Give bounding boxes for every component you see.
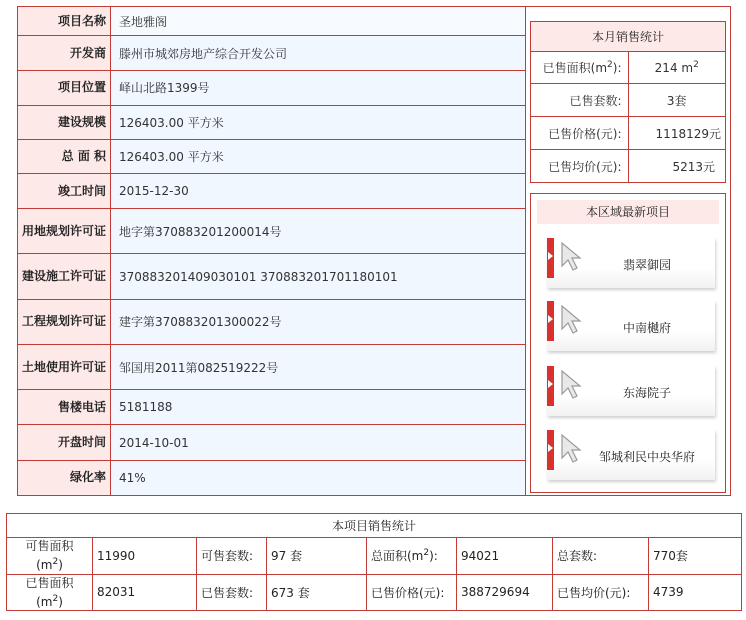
info-value: 41% xyxy=(111,460,526,495)
info-value: 建字第370883201300022号 xyxy=(111,299,526,344)
info-value: 圣地雅阁 xyxy=(111,7,526,36)
project-sales-table xyxy=(6,513,742,611)
info-value: 126403.00 平方米 xyxy=(111,105,526,139)
card-marker xyxy=(547,430,554,470)
info-value: 滕州市城郊房地产综合开发公司 xyxy=(111,36,526,71)
new-project-card[interactable] xyxy=(547,430,715,480)
card-marker xyxy=(547,301,554,341)
stat-value: 214 $m^2$ xyxy=(628,51,726,84)
info-value: 邹国用2011第082519222号 xyxy=(111,344,526,389)
sales-value: 94021 xyxy=(457,538,553,575)
sales-label: 已售套数: xyxy=(197,574,267,611)
info-value: 峄山北路1399号 xyxy=(111,71,526,105)
new-project-card[interactable] xyxy=(547,238,715,288)
info-row xyxy=(18,71,526,105)
new-projects-panel xyxy=(530,193,726,493)
info-label: 总 面 积 xyxy=(18,139,111,173)
info-row xyxy=(18,254,526,299)
info-row xyxy=(18,299,526,344)
stat-row xyxy=(531,150,726,183)
info-value: 370883201409030101 370883201701180101 xyxy=(111,254,526,299)
info-row xyxy=(18,344,526,389)
cursor-arrow-icon xyxy=(559,432,585,466)
stat-label: 已售面积$(m^2)$: xyxy=(531,51,629,84)
sales-value: 82031 xyxy=(93,574,197,611)
info-value: 5181188 xyxy=(111,390,526,425)
stat-row xyxy=(531,84,726,117)
monthly-stats-table xyxy=(530,21,726,183)
info-row xyxy=(18,209,526,254)
info-label: 建设规模 xyxy=(18,105,111,139)
cursor-arrow-icon xyxy=(559,240,585,274)
info-value: 126403.00 平方米 xyxy=(111,139,526,173)
new-project-card[interactable] xyxy=(547,366,715,416)
sales-label: 已售面积 $(m^2)$ xyxy=(7,574,93,611)
info-label: 项目名称 xyxy=(18,7,111,36)
info-row xyxy=(18,105,526,139)
sales-value: 388729694 xyxy=(457,574,553,611)
stat-label: 已售均价(元): xyxy=(531,150,629,183)
info-label: 工程规划许可证 xyxy=(18,299,111,344)
sales-row xyxy=(7,574,742,611)
info-row xyxy=(18,36,526,71)
info-label: 用地规划许可证 xyxy=(18,209,111,254)
sales-value: 673 套 xyxy=(267,574,367,611)
sales-label: 已售价格(元): xyxy=(367,574,457,611)
stat-label: 已售套数: xyxy=(531,84,629,117)
info-row xyxy=(18,390,526,425)
info-label: 土地使用许可证 xyxy=(18,344,111,389)
stat-label: 已售价格(元): xyxy=(531,117,629,150)
info-value: 2014-10-01 xyxy=(111,425,526,460)
info-row xyxy=(18,139,526,173)
info-row xyxy=(18,425,526,460)
stat-value: 3套 xyxy=(628,84,726,117)
new-project-card[interactable] xyxy=(547,301,715,351)
stat-row xyxy=(531,117,726,150)
sales-value: 11990 xyxy=(93,538,197,575)
sales-label: 总套数: xyxy=(553,538,649,575)
sales-value: 770套 xyxy=(649,538,742,575)
info-row xyxy=(18,7,526,36)
monthly-stats-title: 本月销售统计 xyxy=(531,22,726,52)
info-row xyxy=(18,460,526,495)
info-label: 开发商 xyxy=(18,36,111,71)
sales-label: 总面积$(m^2)$: xyxy=(367,538,457,575)
card-marker xyxy=(547,238,554,278)
sales-row xyxy=(7,538,742,575)
new-projects-title: 本区域最新项目 xyxy=(537,200,719,224)
info-value: 地字第370883201200014号 xyxy=(111,209,526,254)
info-label: 售楼电话 xyxy=(18,390,111,425)
stat-value: 1118129元 xyxy=(628,117,726,150)
info-label: 建设施工许可证 xyxy=(18,254,111,299)
info-value: 2015-12-30 xyxy=(111,173,526,208)
stat-row xyxy=(531,51,726,84)
project-info-table xyxy=(17,6,526,496)
new-project-name[interactable]: 中南樾府 xyxy=(622,321,671,335)
sales-label: 已售均价(元): xyxy=(553,574,649,611)
info-label: 竣工时间 xyxy=(18,173,111,208)
card-marker xyxy=(547,366,554,406)
sales-label: 可售套数: xyxy=(197,538,267,575)
right-sidebar xyxy=(526,6,731,496)
new-project-name[interactable]: 翡翠御园 xyxy=(622,258,671,272)
info-label: 项目位置 xyxy=(18,71,111,105)
cursor-arrow-icon xyxy=(559,368,585,402)
sales-value: 97 套 xyxy=(267,538,367,575)
sales-label: 可售面积 $(m^2)$ xyxy=(7,538,93,575)
new-project-name[interactable]: 东海院子 xyxy=(622,386,671,400)
sales-value: 4739 xyxy=(649,574,742,611)
info-label: 绿化率 xyxy=(18,460,111,495)
stat-value: 5213元 xyxy=(628,150,726,183)
project-sales-title: 本项目销售统计 xyxy=(7,514,742,538)
info-row xyxy=(18,173,526,208)
info-label: 开盘时间 xyxy=(18,425,111,460)
new-project-name[interactable]: 邹城利民中央华府 xyxy=(598,450,695,464)
cursor-arrow-icon xyxy=(559,303,585,337)
